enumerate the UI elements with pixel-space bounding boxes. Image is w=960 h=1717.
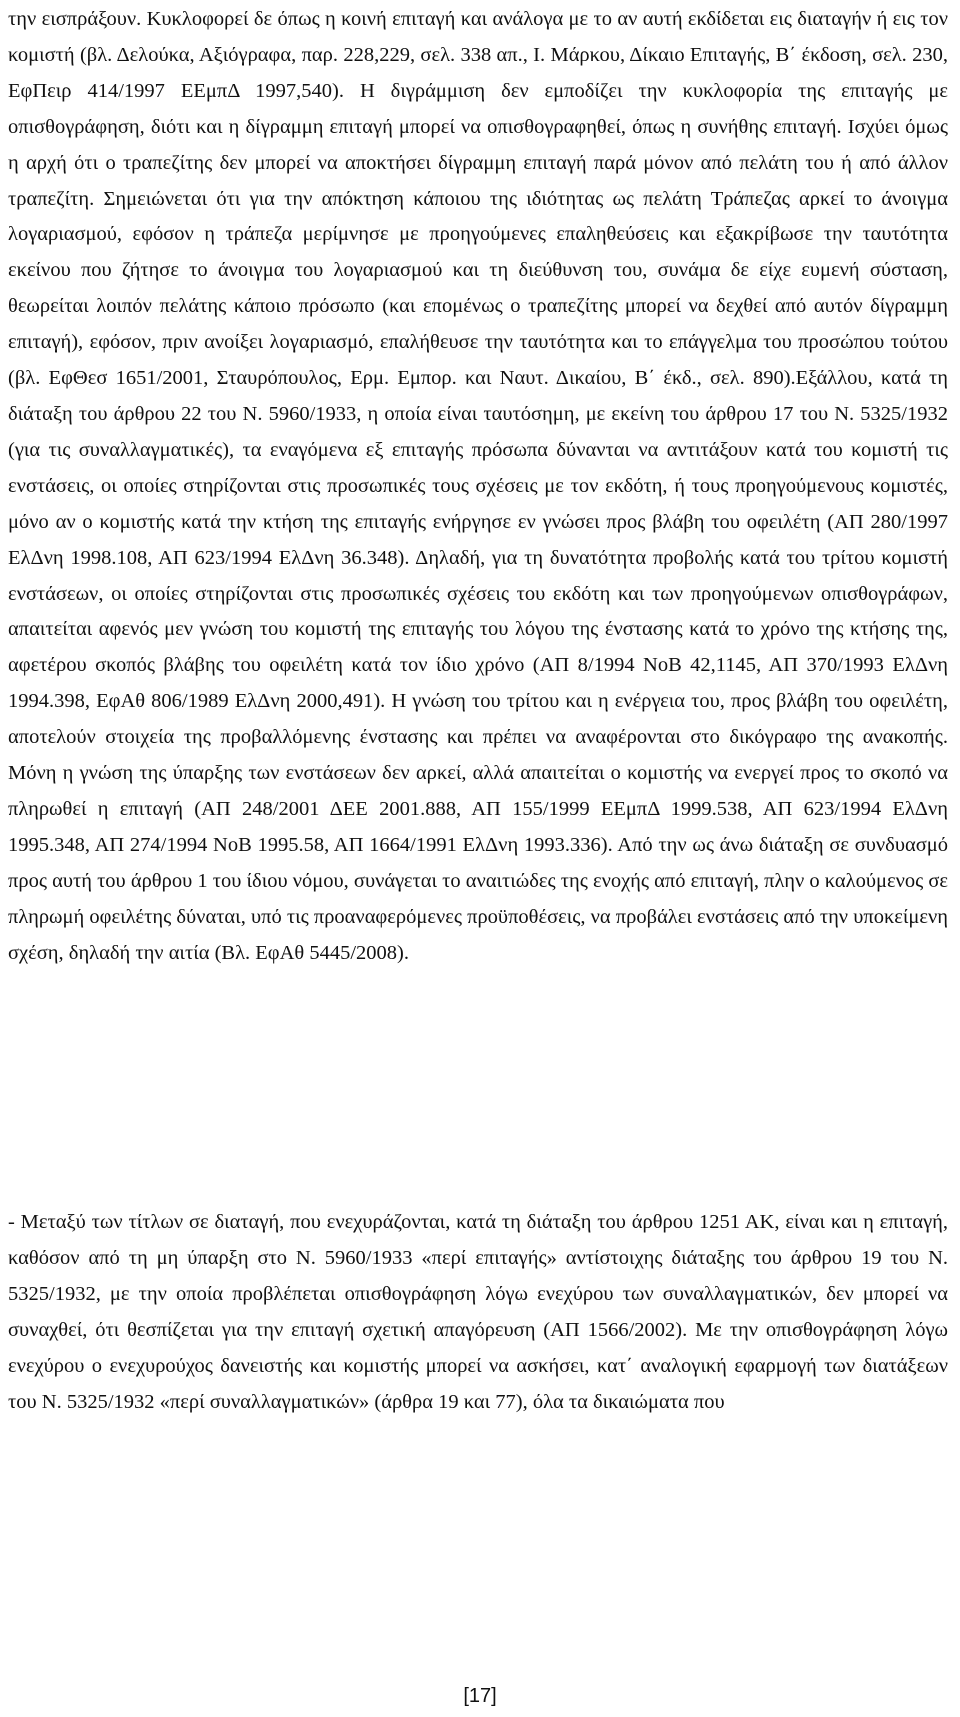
body-paragraph-cheque-pledge: - Μεταξύ των τίτλων σε διαταγή, που ενεχυράζονται, κατά τη διάταξη του άρθρου 1251 ΑΚ, είναι και η επιταγή, καθόσον από τη μη ύπαρξη στο Ν. 5960/1933 «περί επιταγής» αντίστοιχης διάταξης του άρθρου 19 του Ν. 5325/1932, με την οποία προβλέπεται οπισθογράφηση λόγω ενεχύρου των συναλλαγματικών, δεν μπορεί να συναχθεί, ότι θεσπίζεται για την επιταγή σχετική απαγόρευση (ΑΠ 1566/2002). Με την οπισθογράφηση λόγω ενεχύρου ο ενεχυρούχος δανειστής και κομιστής μπορεί να ασκήσει, κατ΄ αναλογική εφαρμογή των διατάξεων του Ν. 5325/1932 «περί συναλλαγματικών» (άρθρα 19 και 77), όλα τα δικαιώματα που	[8, 1211, 948, 1413]
body-paragraph-cheque-crossing: την εισπράξουν. Κυκλοφορεί δε όπως η κοινή επιταγή και ανάλογα με το αν αυτή εκδίδεται εις διαταγήν ή εις τον κομιστή (βλ. Δελούκα, Αξιόγραφα, παρ. 228,229, σελ. 338 απ., Ι. Μάρκου, Δίκαιο Επιταγής, Β΄ έκδοση, σελ. 230, ΕφΠειρ 414/1997 ΕΕμπΔ 1997,540). Η διγράμμιση δεν εμποδίζει την κυκλοφορία της επιταγής με οπισθογράφηση, διότι και η δίγραμμη επιταγή μπορεί να οπισθογραφηθεί, όπως η συνήθης επιταγή. Ισχύει όμως η αρχή ότι ο τραπεζίτης δεν μπορεί να αποκτήσει δίγραμμη επιταγή παρά μόνον από πελάτη του ή από άλλον τραπεζίτη. Σημειώνεται ότι για την απόκτηση κάποιου της ιδιότητας ως πελάτη Τράπεζας αρκεί το άνοιγμα λογαριασμού, εφόσον η τράπεζα μερίμνησε με προηγούμενες επαληθεύσεις και εξακρίβωσε την ταυτότητα εκείνου που ζήτησε το άνοιγμα του λογαριασμού και τη διεύθυνση του, συνάμα δε είχε ευμενή σύσταση, θεωρείται λοιπόν πελάτης κάποιο πρόσωπο (και επομένως ο τραπεζίτης μπορεί να δεχθεί από αυτόν δίγραμμη επιταγή), εφόσον, πριν ανοίξει λογαριασμό, επαλήθευσε την ταυτότητα και το επάγγελμα του προσώπου τούτου (βλ. ΕφΘεσ 1651/2001, Σταυρόπουλος, Ερμ. Εμπορ. και Ναυτ. Δικαίου, Β΄ έκδ., σελ. 890).Εξάλλου, κατά τη διάταξη του άρθρου 22 του Ν. 5960/1933, η οποία είναι ταυτόσημη, με εκείνη του άρθρου 17 του Ν. 5325/1932 (για τις συναλλαγματικές), τα εναγόμενα εξ επιταγής πρόσωπα δύνανται να αντιτάξουν κατά του κομιστή τις ενστάσεις, οι οποίες στηρίζονται στις προσωπικές τους σχέσεις με τον εκδότη, ή τους προηγούμενους κομιστές, μόνο αν ο κομιστής κατά την κτήση της επιταγής ενήργησε εν γνώσει προς βλάβη του οφειλέτη (ΑΠ 280/1997 ΕλΔνη 1998.108, ΑΠ 623/1994 ΕλΔνη 36.348). Δηλαδή, για τη δυνατότητα προβολής κατά του τρίτου κομιστή ενστάσεων, οι οποίες στηρίζονται στις προσωπικές σχέσεις του εκδότη και των προηγούμενων οπισθογράφων, απαιτείται αφενός μεν γνώση του κομιστή της επιταγής του λόγου της ένστασης κατά το χρόνο της κτήσης της, αφετέρου σκοπός βλάβης του οφειλέτη κατά τον ίδιο χρόνο (ΑΠ 8/1994 ΝοΒ 42,1145, ΑΠ 370/1993 ΕλΔνη 1994.398, ΕφΑθ 806/1989 ΕλΔνη 2000,491). Η γνώση του τρίτου και η ενέργεια του, προς βλάβη του οφειλέτη, αποτελούν στοιχεία της προβαλλόμενης ένστασης και πρέπει να αναφέρονται στο δικόγραφο της ανακοπής. Μόνη η γνώση της ύπαρξης των ενστάσεων δεν αρκεί, αλλά απαιτείται ο κομιστής να ενεργεί προς το σκοπό να πληρωθεί η επιταγή (ΑΠ 248/2001 ΔΕΕ 2001.888, ΑΠ 155/1999 ΕΕμπΔ 1999.538, ΑΠ 623/1994 ΕλΔνη 1995.348, ΑΠ 274/1994 ΝοΒ 1995.58, ΑΠ 1664/1991 ΕλΔνη 1993.336). Από την ως άνω διάταξη σε συνδυασμό προς αυτή του άρθρου 1 του ίδιου νόμου, συνάγεται το αναιτιώδες της ενοχής από επιταγή, πλην ο καλούμενος σε πληρωμή οφειλέτης δύναται, υπό τις προαναφερόμενες προϋποθέσεις, να προβάλει ενστάσεις από την υποκείμενη σχέση, δηλαδή την αιτία (Βλ. ΕφΑθ 5445/2008).	[8, 8, 948, 964]
page-number: [17]	[463, 1685, 497, 1707]
